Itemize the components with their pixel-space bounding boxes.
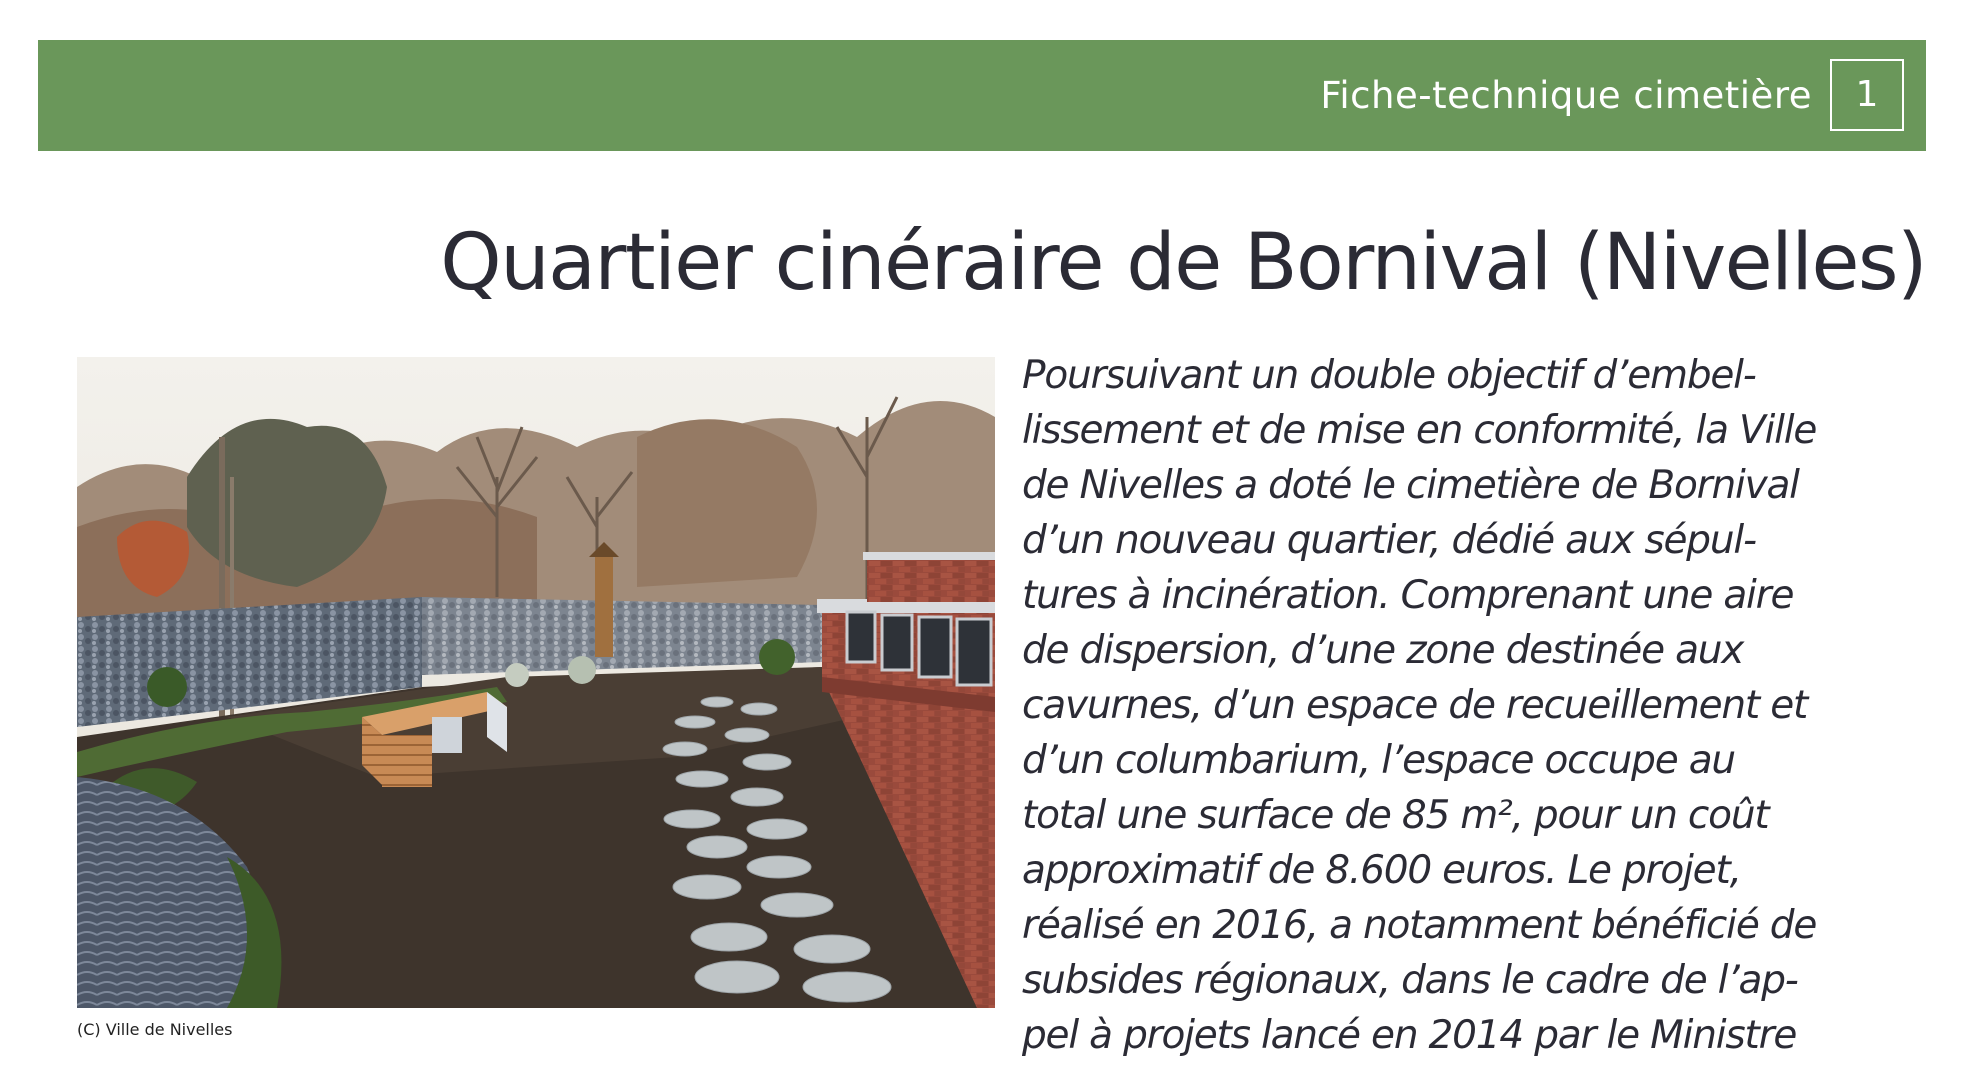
intro-line: d’un columbarium, l’espace occupe au [1022,738,1735,783]
intro-line: total une surface de 85 m², pour un coût [1022,793,1769,838]
intro-line: d’un nouveau quartier, dédié aux sépul- [1022,518,1756,563]
photo-credit: (C) Ville de Nivelles [77,1020,233,1039]
intro-line: tures à incinération. Comprenant une aire [1022,573,1794,618]
header-title: Fiche-technique cimetière [1320,74,1812,117]
header-band [38,40,1926,151]
intro-line: de dispersion, d’une zone destinée aux [1022,628,1744,673]
intro-line: Poursuivant un double objectif d’embel- [1022,353,1756,398]
intro-paragraph [1022,348,1937,1068]
intro-line: approximatif de 8.600 euros. Le projet, [1022,848,1741,893]
cemetery-photo [77,357,995,1008]
intro-line: de Nivelles a doté le cimetière de Bornival [1022,463,1799,508]
intro-line: lissement et de mise en conformité, la Ville [1022,408,1817,453]
intro-line: réalisé en 2016, a notamment bénéficié de [1022,903,1817,948]
intro-line: cavurnes, d’un espace de recueillement et [1022,683,1808,728]
intro-line: pel à projets lancé en 2014 par le Ministre [1022,1013,1797,1058]
page-title: Quartier cinéraire de Bornival (Nivelles) [440,218,1926,308]
intro-line: subsides régionaux, dans le cadre de l’ap- [1022,958,1798,1003]
page-number: 1 [1830,59,1904,131]
